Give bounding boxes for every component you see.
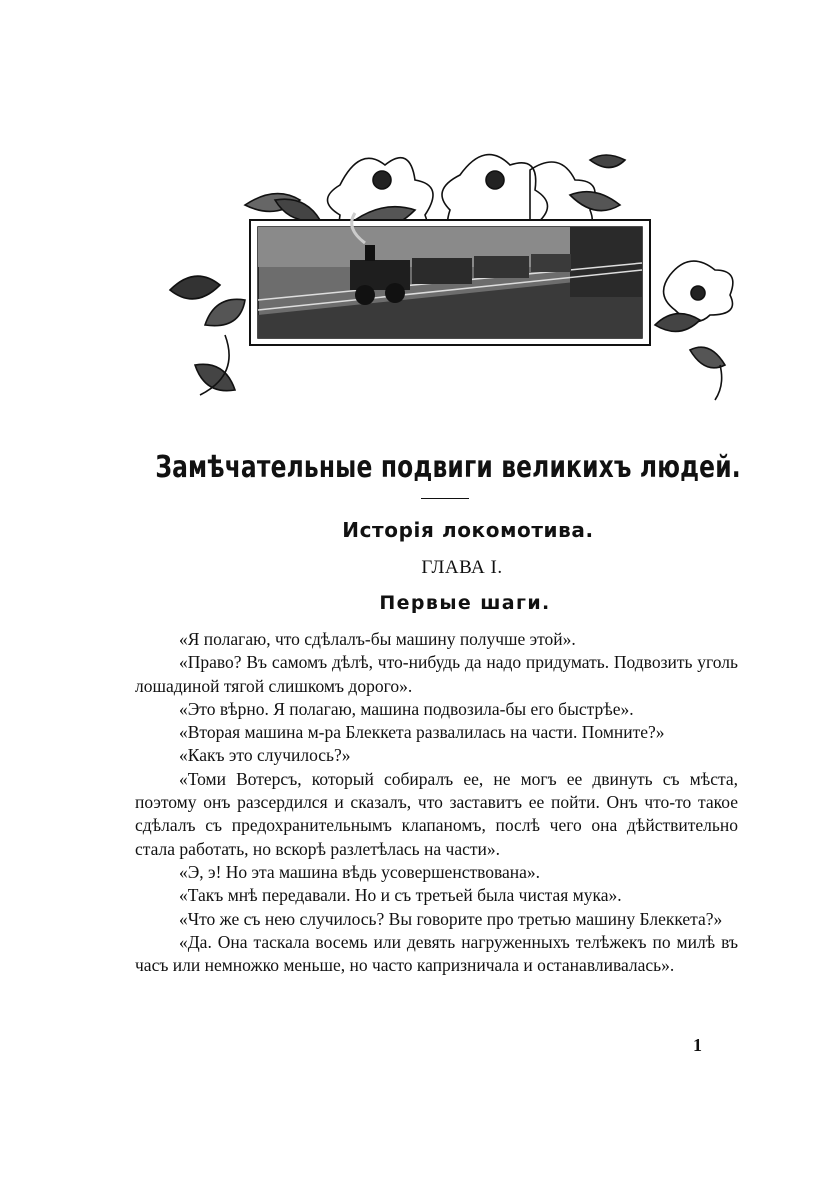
subtitle: Исторія локомотива.	[342, 518, 594, 542]
main-title: Замѣчательные подвиги великихъ людей.	[155, 450, 741, 485]
paragraph: «Да. Она таскала восемь или девять нагруженныхъ телѣжекъ по милѣ въ часъ или немножко меньше, но часто капризничала и останавливалась».	[135, 931, 738, 976]
paragraph: «Томи Вотерсъ, который собиралъ ее, не могъ ее двинуть съ мѣста, поэтому онъ разсердился и сказалъ, что заставитъ ее пойти. Онъ что-то такое сдѣлалъ съ предохранительнымъ клапаномъ, послѣ чего она дѣйствительно стала работать, но вскорѣ разлетѣлась на части».	[135, 768, 738, 859]
page-number: 1	[693, 1035, 702, 1055]
chapter-title: Первые шаги.	[379, 592, 551, 614]
body-text	[135, 628, 738, 977]
paragraph: «Э, э! Но эта машина вѣдь усовершенствована».	[179, 861, 541, 882]
chapter-label: ГЛАВА I.	[421, 557, 503, 578]
title-divider	[421, 498, 469, 499]
paragraph: «Такъ мнѣ передавали. Но и съ третьей была чистая мука».	[179, 885, 622, 906]
paragraph: «Вторая машина м-ра Блеккета развалилась на части. Помните?»	[179, 722, 665, 743]
train-vignette-illustration	[150, 125, 750, 415]
paragraph: «Какъ это случилось?»	[179, 745, 351, 766]
paragraph: «Право? Въ самомъ дѣлѣ, что-нибудь да надо придумать. Подвозить уголь лошадиной тягой слишкомъ дорого».	[135, 652, 738, 696]
paragraph: «Я полагаю, что сдѣлалъ-бы машину получше этой».	[179, 629, 576, 649]
paragraph: «Что же съ нею случилось? Вы говорите про третью машину Блеккета?»	[179, 908, 723, 929]
paragraph: «Это вѣрно. Я полагаю, машина подвозила-бы его быстрѣе».	[179, 698, 634, 719]
